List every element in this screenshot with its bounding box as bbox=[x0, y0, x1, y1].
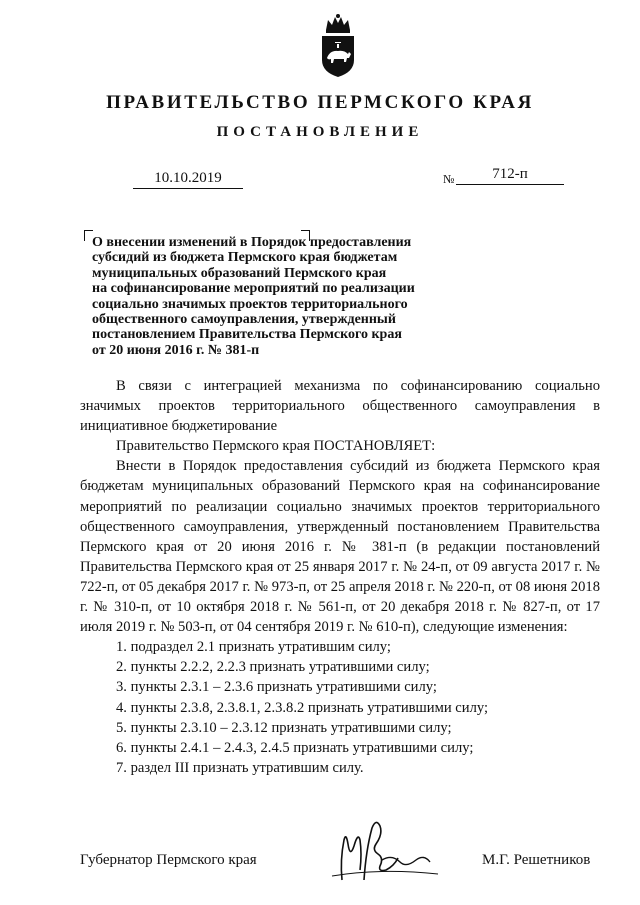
subject-line: О внесении изменений в Порядок предоставления bbox=[92, 235, 412, 250]
subject-line: от 20 июня 2016 г. № 381-п bbox=[92, 342, 260, 358]
organization-title: ПРАВИТЕЛЬСТВО ПЕРМСКОГО КРАЯ bbox=[106, 92, 534, 113]
list-item: 3. пункты 2.3.1 – 2.3.6 признать утратившими силу; bbox=[116, 679, 437, 696]
changes-list bbox=[80, 637, 600, 778]
list-item: 6. пункты 2.4.1 – 2.4.3, 2.4.5 признать утратившими силу; bbox=[116, 739, 474, 756]
document-subject bbox=[92, 235, 442, 358]
document-type: ПОСТАНОВЛЕНИЕ bbox=[216, 124, 424, 140]
subject-line: на софинансирование мероприятий по реализации bbox=[92, 281, 415, 297]
signer-name: М.Г. Решетников bbox=[482, 852, 591, 868]
subject-line: муниципальных образований Пермского края bbox=[92, 265, 387, 281]
number-sign: № bbox=[443, 172, 455, 186]
list-item: 2. пункты 2.2.2, 2.2.3 признать утратившими силу; bbox=[116, 659, 430, 676]
list-item: 4. пункты 2.3.8, 2.3.8.1, 2.3.8.2 признать утратившими силу; bbox=[116, 699, 489, 716]
decree-paragraph: Правительство Пермского края ПОСТАНОВЛЯЕТ: bbox=[116, 438, 436, 455]
subject-line: постановлением Правительства Пермского края bbox=[92, 327, 402, 343]
signer-title: Губернатор Пермского края bbox=[80, 852, 257, 868]
list-item: 5. пункты 2.3.10 – 2.3.12 признать утратившими силу; bbox=[116, 719, 452, 736]
handwritten-signature-icon bbox=[320, 810, 450, 890]
document-body bbox=[80, 376, 600, 778]
list-item: 7. раздел III признать утратившим силу. bbox=[116, 759, 364, 776]
preamble-paragraph: В связи с интеграцией механизма по софинансированию социально значимых проектов территориального общественного самоуправления в инициативное бюджетирование bbox=[80, 378, 600, 435]
list-item: 1. подраздел 2.1 признать утратившим силу; bbox=[116, 639, 391, 656]
document-date: 10.10.2019 bbox=[133, 170, 243, 189]
coat-of-arms-icon bbox=[318, 12, 358, 78]
document-number: 712-п bbox=[456, 166, 564, 185]
subject-line: общественного самоуправления, утвержденный bbox=[92, 312, 396, 328]
main-paragraph: Внести в Порядок предоставления субсидий из бюджета Пермского края бюджетам муниципальных образований Пермского края на софинансирование мероприятий по реализации социально значимых проектов территориального общественного самоуправления, утвержденный постановлением Правительства Пермского края от 20 июня 2016 г. № 381-п (в редакции постановлений Правительства Пермского края от 25 января 2017 г. № 24-п, от 09 августа 2017 г. № 722-п, от 05 декабря 2017 г. № 973-п, от 25 апреля 2018 г. № 220-п, от 08 июня 2018 г. № 310-п, от 10 октября 2018 г. № 561-п, от 20 декабря 2018 г. № 827-п, от 17 июля 2019 г. № 503-п, от 04 сентября 2019 г. № 610-п), следующие изменения: bbox=[80, 458, 600, 636]
subject-line: субсидий из бюджета Пермского края бюджетам bbox=[92, 250, 398, 266]
subject-line: социально значимых проектов территориального bbox=[92, 296, 408, 312]
